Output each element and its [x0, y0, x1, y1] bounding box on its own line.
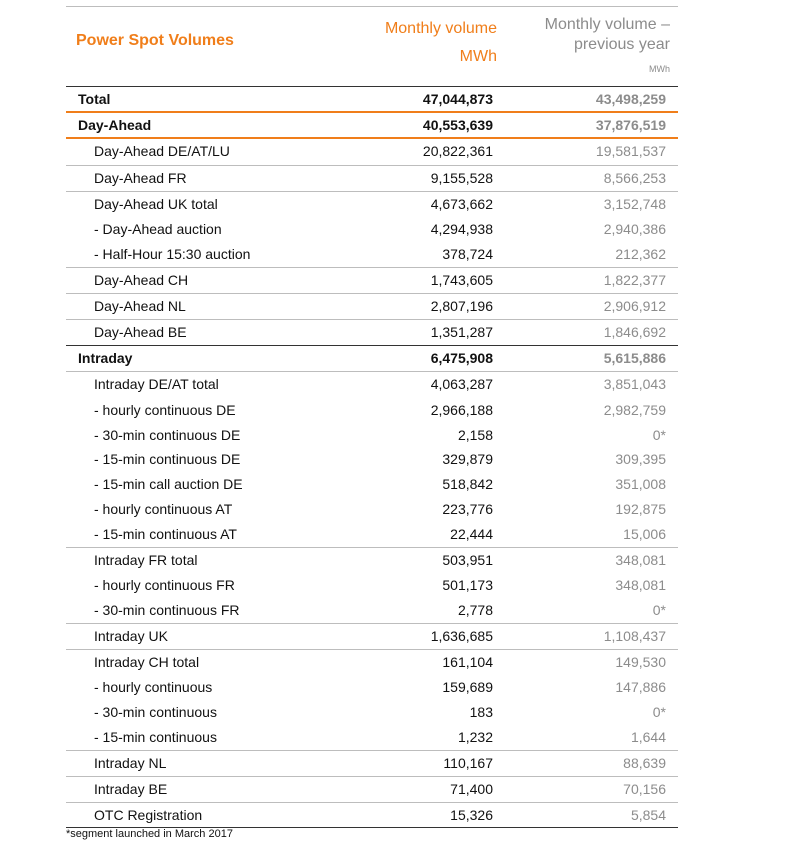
col-header-previous-year-line2: previous year	[573, 36, 670, 53]
row-monthly-volume: 161,104	[442, 654, 493, 670]
row-label: Day-Ahead NL	[94, 298, 186, 314]
row-label: Day-Ahead UK total	[94, 196, 218, 212]
col-header-monthly-volume-unit: MWh	[459, 48, 497, 65]
row-label: Intraday	[78, 350, 133, 366]
row-label: Intraday BE	[94, 781, 168, 797]
col-header-previous-year-unit: MWh	[649, 64, 670, 74]
table-row	[66, 423, 678, 448]
row-monthly-volume: 2,778	[457, 602, 493, 618]
row-separator	[66, 547, 678, 548]
row-label: - 15-min call auction DE	[94, 476, 243, 492]
row-label: - hourly continuous AT	[94, 501, 233, 517]
row-label: Day-Ahead CH	[94, 272, 189, 288]
table-row	[66, 522, 678, 547]
table-row	[66, 192, 678, 217]
table-row	[66, 497, 678, 522]
table-row	[66, 700, 678, 725]
row-previous-year-volume: 1,822,377	[603, 272, 666, 288]
row-previous-year-volume: 5,854	[630, 807, 666, 823]
table-row	[66, 598, 678, 623]
col-header-previous-year	[510, 15, 670, 55]
row-label: - 30-min continuous	[94, 704, 217, 720]
row-separator	[66, 191, 678, 192]
col-header-previous-year-line1: Monthly volume –	[544, 16, 670, 33]
row-label: - 15-min continuous	[94, 729, 217, 745]
row-separator	[66, 319, 678, 320]
row-previous-year-volume: 351,008	[615, 476, 666, 492]
row-label: - hourly continuous FR	[94, 577, 235, 593]
row-monthly-volume: 1,232	[457, 729, 493, 745]
row-separator	[66, 293, 678, 294]
row-monthly-volume: 20,822,361	[422, 143, 493, 159]
row-previous-year-volume: 2,982,759	[603, 402, 666, 418]
row-monthly-volume: 4,294,938	[430, 221, 493, 237]
row-previous-year-volume: 70,156	[623, 781, 666, 797]
table-row	[66, 777, 678, 802]
row-previous-year-volume: 5,615,886	[603, 350, 666, 366]
table-row	[66, 624, 678, 649]
row-monthly-volume: 1,636,685	[430, 628, 493, 644]
row-label: Intraday DE/AT total	[94, 376, 219, 392]
table-row	[66, 166, 678, 191]
row-previous-year-volume: 2,906,912	[603, 298, 666, 314]
table-row	[66, 242, 678, 267]
row-label: - 30-min continuous DE	[94, 427, 241, 443]
row-monthly-volume: 9,155,528	[430, 170, 493, 186]
table-row	[66, 803, 678, 828]
row-monthly-volume: 4,673,662	[430, 196, 493, 212]
row-previous-year-volume: 192,875	[615, 501, 666, 517]
row-separator	[66, 802, 678, 803]
row-label: Day-Ahead DE/AT/LU	[94, 143, 230, 159]
row-label: Day-Ahead BE	[94, 324, 187, 340]
row-previous-year-volume: 3,152,748	[603, 196, 666, 212]
row-separator	[66, 111, 678, 113]
row-previous-year-volume: 0*	[652, 427, 666, 443]
table-row	[66, 650, 678, 675]
row-monthly-volume: 1,351,287	[430, 324, 493, 340]
table-row	[66, 268, 678, 293]
table-row	[66, 398, 678, 423]
row-monthly-volume: 159,689	[442, 679, 493, 695]
table-row	[66, 372, 678, 397]
row-label: - 15-min continuous DE	[94, 451, 241, 467]
table-row	[66, 447, 678, 472]
row-previous-year-volume: 149,530	[615, 654, 666, 670]
row-label: Intraday FR total	[94, 552, 198, 568]
row-previous-year-volume: 1,644	[630, 729, 666, 745]
row-monthly-volume: 110,167	[443, 755, 493, 771]
row-separator	[66, 345, 678, 346]
row-monthly-volume: 40,553,639	[422, 117, 493, 133]
row-monthly-volume: 22,444	[450, 526, 493, 542]
row-label: - Half-Hour 15:30 auction	[94, 246, 251, 262]
row-previous-year-volume: 88,639	[623, 755, 666, 771]
row-monthly-volume: 47,044,873	[422, 91, 493, 107]
table-row	[66, 472, 678, 497]
row-separator	[66, 267, 678, 268]
row-previous-year-volume: 19,581,537	[595, 143, 666, 159]
row-monthly-volume: 518,842	[442, 476, 493, 492]
row-label: - Day-Ahead auction	[94, 221, 222, 237]
row-monthly-volume: 1,743,605	[430, 272, 493, 288]
row-monthly-volume: 378,724	[442, 246, 493, 262]
row-label: - hourly continuous DE	[94, 402, 236, 418]
col-header-monthly-volume-line1: Monthly volume	[384, 20, 497, 37]
col-header-monthly-volume	[337, 15, 497, 71]
table-row	[66, 548, 678, 573]
row-monthly-volume: 2,966,188	[430, 402, 493, 418]
row-previous-year-volume: 1,846,692	[603, 324, 666, 340]
row-monthly-volume: 2,807,196	[430, 298, 493, 314]
table-row	[66, 573, 678, 598]
row-monthly-volume: 503,951	[442, 552, 493, 568]
table-row	[66, 725, 678, 750]
row-previous-year-volume: 212,362	[615, 246, 666, 262]
row-label: - 30-min continuous FR	[94, 602, 240, 618]
row-separator	[66, 750, 678, 751]
row-label: Total	[78, 91, 111, 107]
row-separator	[66, 86, 678, 87]
table-row	[66, 113, 678, 138]
row-monthly-volume: 2,158	[457, 427, 493, 443]
row-previous-year-volume: 3,851,043	[603, 376, 666, 392]
row-separator	[66, 649, 678, 650]
row-monthly-volume: 4,063,287	[430, 376, 493, 392]
row-separator	[66, 623, 678, 624]
row-previous-year-volume: 348,081	[615, 577, 666, 593]
row-previous-year-volume: 147,886	[615, 679, 666, 695]
footnote: *segment launched in March 2017	[66, 828, 233, 840]
row-monthly-volume: 183	[469, 704, 493, 720]
row-label: Intraday CH total	[94, 654, 200, 670]
row-label: OTC Registration	[94, 807, 203, 823]
row-previous-year-volume: 348,081	[615, 552, 666, 568]
row-previous-year-volume: 37,876,519	[595, 117, 666, 133]
table-row	[66, 294, 678, 319]
table-row	[66, 87, 678, 112]
row-separator	[66, 137, 678, 139]
row-previous-year-volume: 15,006	[623, 526, 666, 542]
row-previous-year-volume: 309,395	[615, 451, 666, 467]
table-row	[66, 675, 678, 700]
table-title: Power Spot Volumes	[76, 32, 234, 49]
row-label: Day-Ahead FR	[94, 170, 187, 186]
table-row	[66, 320, 678, 345]
row-monthly-volume: 71,400	[450, 781, 493, 797]
table-row	[66, 217, 678, 242]
row-separator	[66, 776, 678, 777]
row-label: - hourly continuous	[94, 679, 213, 695]
row-monthly-volume: 15,326	[450, 807, 493, 823]
row-previous-year-volume: 0*	[652, 602, 666, 618]
table-row	[66, 346, 678, 371]
row-previous-year-volume: 8,566,253	[603, 170, 666, 186]
row-monthly-volume: 223,776	[442, 501, 493, 517]
row-previous-year-volume: 2,940,386	[603, 221, 666, 237]
row-monthly-volume: 329,879	[442, 451, 493, 467]
row-label: Intraday UK	[94, 628, 168, 644]
row-previous-year-volume: 43,498,259	[595, 91, 666, 107]
row-label: Day-Ahead	[78, 117, 152, 133]
row-previous-year-volume: 0*	[652, 704, 666, 720]
top-rule	[66, 6, 678, 7]
row-monthly-volume: 501,173	[442, 577, 493, 593]
row-label: - 15-min continuous AT	[94, 526, 237, 542]
row-label: Intraday NL	[94, 755, 167, 771]
row-monthly-volume: 6,475,908	[430, 350, 493, 366]
row-separator	[66, 165, 678, 166]
row-separator	[66, 371, 678, 372]
row-previous-year-volume: 1,108,437	[603, 628, 666, 644]
table-row	[66, 751, 678, 776]
table-row	[66, 139, 678, 164]
